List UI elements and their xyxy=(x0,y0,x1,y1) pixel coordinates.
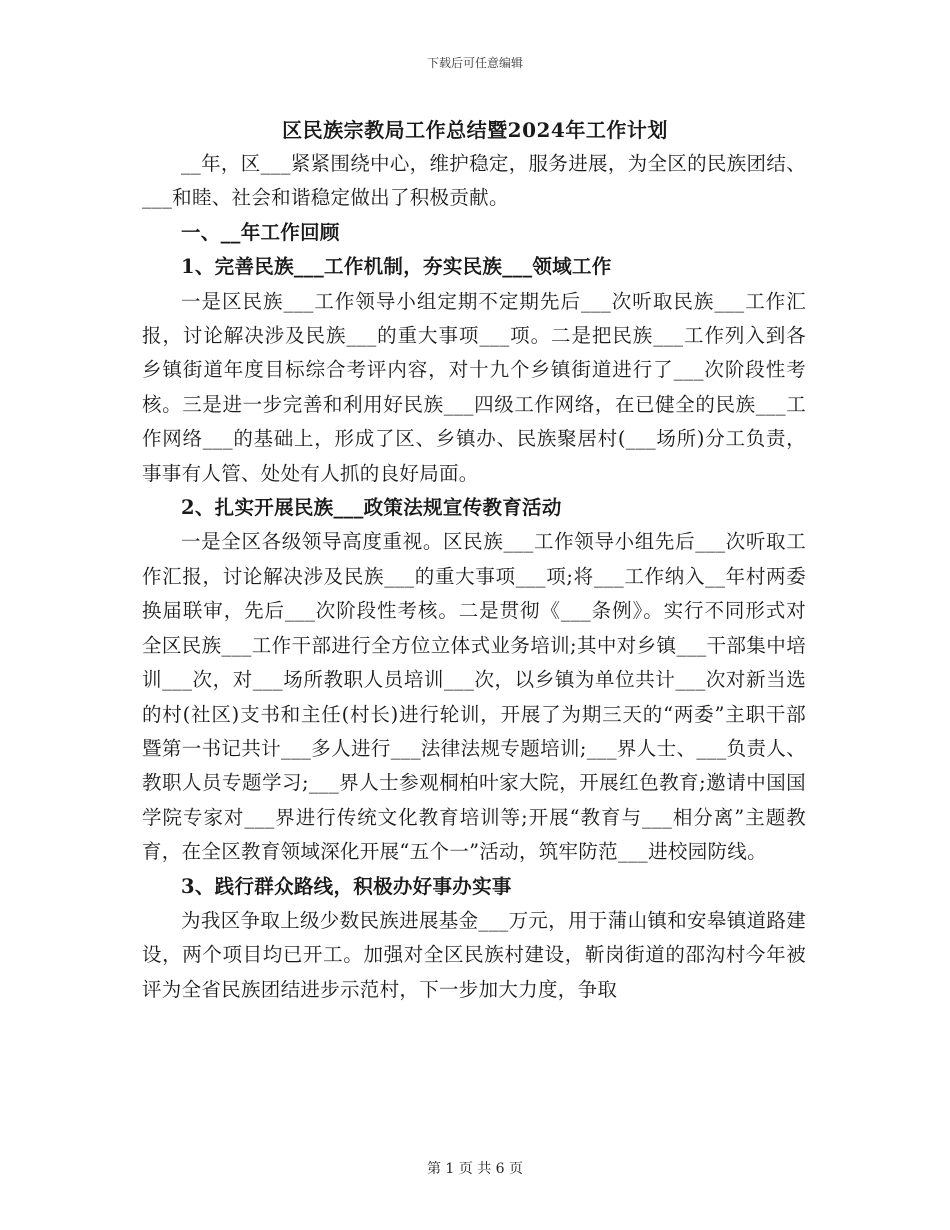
intro-paragraph: __年，区___紧紧围绕中心，维护稳定，服务进展，为全区的民族团结、___和睦、社会和谐稳定做出了积极贡献。 xyxy=(142,152,806,210)
paragraph-mechanism: 一是区民族___工作领导小组定期不定期先后___次听取民族___工作汇报，讨论解决涉及民族___的重大事项___项。二是把民族___工作列入到各乡镇街道年度目标综合考评内容，对十九个乡镇街道进行了___次阶段性考核。三是进一步完善和利用好民族___四级工作网络，在已健全的民族___工作网络___的基础上，形成了区、乡镇办、民族聚居村(___场所)分工负责，事事有人管、处处有人抓的良好局面。 xyxy=(142,289,806,485)
document-body xyxy=(142,147,806,1007)
subheading-mechanism: 1、完善民族___工作机制，夯实民族___领域工作 xyxy=(181,255,612,279)
subheading-policy-education: 2、扎实开展民族___政策法规宣传教育活动 xyxy=(181,496,562,520)
subheading-mass-line: 3、践行群众路线，积极办好事办实事 xyxy=(181,874,512,898)
document-title: 区民族宗教局工作总结暨2024年工作计划 xyxy=(282,118,668,142)
paragraph-policy-education: 一是全区各级领导高度重视。区民族___工作领导小组先后___次听取工作汇报，讨论解决涉及民族___的重大事项___项;将___工作纳入__年村两委换届联审，先后___次阶段性考核。二是贯彻《___条例》。实行不同形式对全区民族___工作干部进行全方位立体式业务培训;其中对乡镇___干部集中培训___次，对___场所教职人员培训___次，以乡镇为单位共计___次对新当选的村(社区)支书和主任(村长)进行轮训，开展了为期三天的“两委”主职干部暨第一书记共计___多人进行___法律法规专题培训;___界人士、___负责人、教职人员专题学习;___界人士参观桐柏叶家大院，开展红色教育;邀请中国国学院专家对___界进行传统文化教育培训等;开展“教育与___相分离”主题教育，在全区教育领域深化开展“五个一”活动，筑牢防范___进校园防线。 xyxy=(142,530,806,864)
paragraph-mass-line: 为我区争取上级少数民族进展基金___万元，用于蒲山镇和安皋镇道路建设，两个项目均已开工。加强对全区民族村建设，靳岗街道的邵沟村今年被评为全省民族团结进步示范村，下一步加大力度，争取 xyxy=(142,908,806,1001)
page-number: 第 1 页 共 6 页 xyxy=(426,1161,524,1177)
section-heading-review: 一、__年工作回顾 xyxy=(181,220,340,244)
page-header-note: 下载后可任意编辑 xyxy=(426,56,523,70)
